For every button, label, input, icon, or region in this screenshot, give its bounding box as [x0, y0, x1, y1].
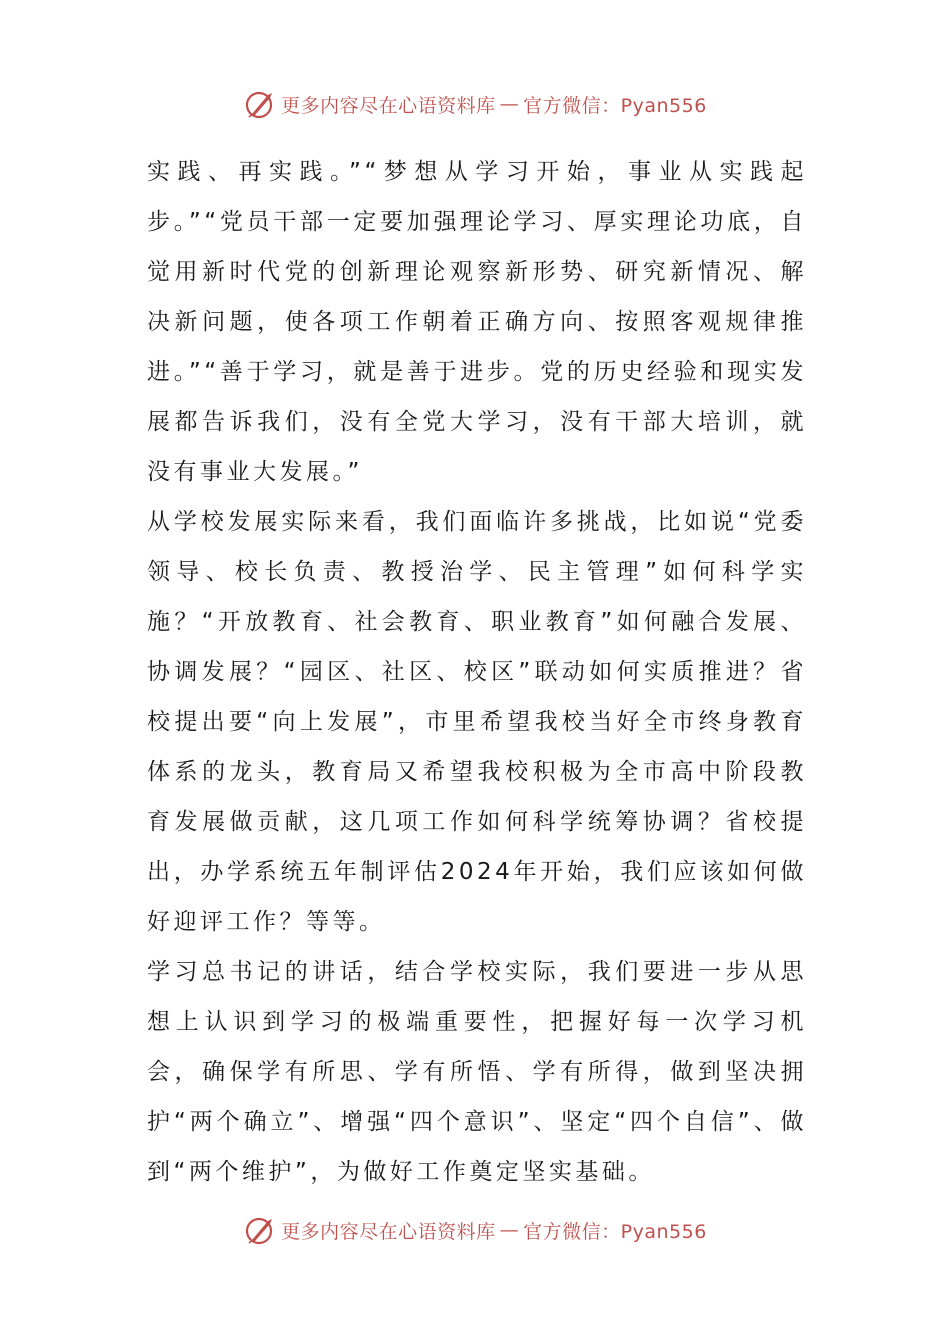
footer-watermark [0, 1210, 950, 1250]
header-watermark [0, 84, 950, 124]
watermark-contact-text: 官方微信：Pyan556 [523, 94, 707, 117]
paragraph: 学习总书记的讲话，结合学校实际，我们要进一步从思想上认识到学习的极端重要性，把握好每一次学习机会，确保学有所思、学有所悟、学有所得，做到坚决拥护“两个确立”、增强“四个意识”、坚定“四个自信”、做到“两个维护”，为做好工作奠定坚实基础。 [147, 959, 807, 1185]
quill-pen-circle-icon [243, 1213, 277, 1247]
watermark-dash: — [499, 93, 520, 115]
document-body [147, 147, 807, 1197]
watermark-brand-text: 更多内容尽在心语资料库 [281, 94, 496, 117]
paragraph: 从学校发展实际来看，我们面临许多挑战，比如说“党委领导、校长负责、教授治学、民主管理”如何科学实施？“开放教育、社会教育、职业教育”如何融合发展、协调发展？“园区、社区、校区”联动如何实质推进？省校提出要“向上发展”，市里希望我校当好全市终身教育体系的龙头，教育局又希望我校积极为全市高中阶段教育发展做贡献，这几项工作如何科学统筹协调？省校提出，办学系统五年制评估2024年开始，我们应该如何做好迎评工作？等等。 [147, 509, 807, 935]
watermark-contact-text: 官方微信：Pyan556 [523, 1220, 707, 1243]
quill-pen-circle-icon [243, 87, 277, 121]
watermark-brand-text: 更多内容尽在心语资料库 [281, 1220, 496, 1243]
watermark-dash: — [499, 1219, 520, 1241]
paragraph: 实践、再实践。”“梦想从学习开始，事业从实践起步。”“党员干部一定要加强理论学习、厚实理论功底，自觉用新时代党的创新理论观察新形势、研究新情况、解决新问题，使各项工作朝着正确方向、按照客观规律推进。”“善于学习，就是善于进步。党的历史经验和现实发展都告诉我们，没有全党大学习，没有干部大培训，就没有事业大发展。” [147, 159, 807, 485]
